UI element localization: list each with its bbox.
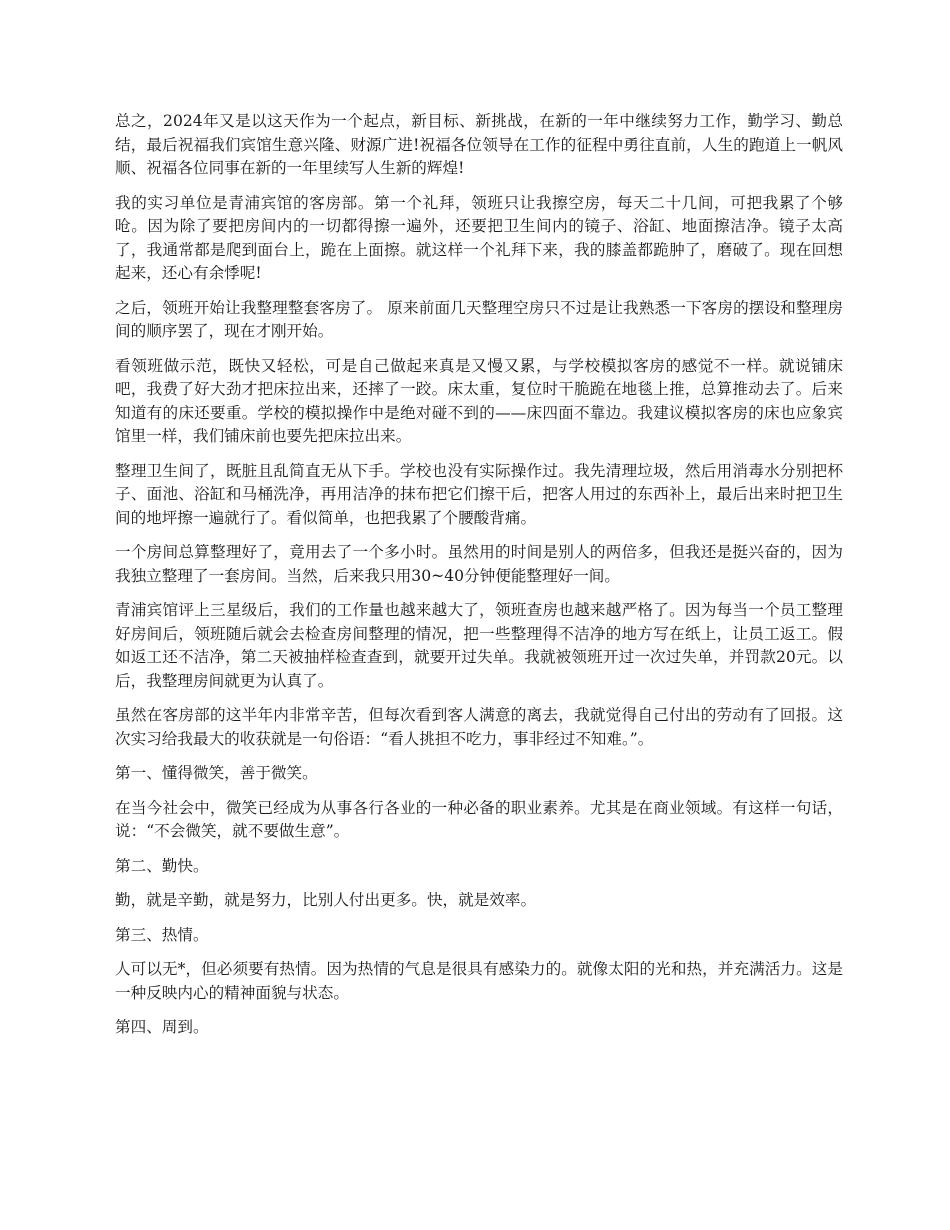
paragraph-bed-making: 看领班做示范，既快又轻松，可是自己做起来真是又慢又累，与学校模拟客房的感觉不一样。就说铺床吧，我费了好大劲才把床拉出来，还摔了一跤。床太重，复位时干脆跪在地毯上推，总算推动去了。后来知道有的床还要重。学校的模拟操作中是绝对碰不到的——床四面不靠边。我建议模拟客房的床也应象宾馆里一样，我们铺床前也要先把床拉出来。 [115,356,843,445]
document-body [115,110,843,1051]
heading-point-one: 第一、懂得微笑，善于微笑。 [115,764,318,782]
paragraph-reflection: 虽然在客房部的这半年内非常辛苦，但每次看到客人满意的离去，我就觉得自己付出的劳动有了回报。这次实习给我最大的收获就是一句俗语：“看人挑担不吃力，事非经过不知难。”。 [115,706,843,748]
heading-point-four: 第四、周到。 [115,1018,209,1036]
paragraph-enthusiasm: 人可以无*，但必须要有热情。因为热情的气息是很具有感染力的。就像太阳的光和热，并充满活力。这是一种反映内心的精神面貌与状态。 [115,960,843,1002]
paragraph-bathroom-cleaning: 整理卫生间了，既脏且乱简直无从下手。学校也没有实际操作过。我先清理垃圾，然后用消毒水分别把杯子、面池、浴缸和马桶洗净，再用洁净的抹布把它们擦干后，把客人用过的东西补上，最后出来时把卫生间的地坪擦一遍就行了。看似简单，也把我累了个腰酸背痛。 [115,461,843,527]
paragraph-smile: 在当今社会中，微笑已经成为从事各行各业的一种必备的职业素养。尤其是在商业领域。有这样一句话，说：“不会微笑，就不要做生意”。 [115,798,843,840]
paragraph-full-room-cleaning: 之后，领班开始让我整理整套客房了。 原来前面几天整理空房只不过是让我熟悉一下客房的摆设和整理房间的顺序罢了，现在才刚开始。 [115,298,843,340]
paragraph-first-room-done: 一个房间总算整理好了，竟用去了一个多小时。虽然用的时间是别人的两倍多，但我还是挺兴奋的，因为我独立整理了一套房间。当然，后来我只用30~40分钟便能整理好一间。 [115,543,843,585]
paragraph-internship-unit: 我的实习单位是青浦宾馆的客房部。第一个礼拜，领班只让我擦空房，每天二十几间，可把我累了个够呛。因为除了要把房间内的一切都得擦一遍外，还要把卫生间内的镜子、浴缸、地面擦洁净。镜子太高了，我通常都是爬到面台上，跪在上面擦。就这样一个礼拜下来，我的膝盖都跪肿了，磨破了。现在回想起来，还心有余悸呢! [115,193,843,282]
heading-point-three: 第三、热情。 [115,925,209,944]
heading-point-two: 第二、勤快。 [115,856,209,875]
paragraph-closing-wishes: 总之，2024年又是以这天作为一个起点，新目标、新挑战，在新的一年中继续努力工作，勤学习、勤总结，最后祝福我们宾馆生意兴隆、财源广进!祝福各位领导在工作的征程中勇往直前，人生的跑道上一帆风顺、祝福各位同事在新的一年里续写人生新的辉煌! [115,112,843,177]
paragraph-three-star-rating: 青浦宾馆评上三星级后，我们的工作量也越来越大了，领班查房也越来越严格了。因为每当一个员工整理好房间后，领班随后就会去检查房间整理的情况，把一些整理得不洁净的地方写在纸上，让员工返工。假如返工还不洁净，第二天被抽样检查查到，就要开过失单。我就被领班开过一次过失单，并罚款20元。以后，我整理房间就更为认真了。 [115,601,843,690]
paragraph-diligence: 勤，就是辛勤，就是努力，比别人付出更多。快，就是效率。 [115,891,537,909]
